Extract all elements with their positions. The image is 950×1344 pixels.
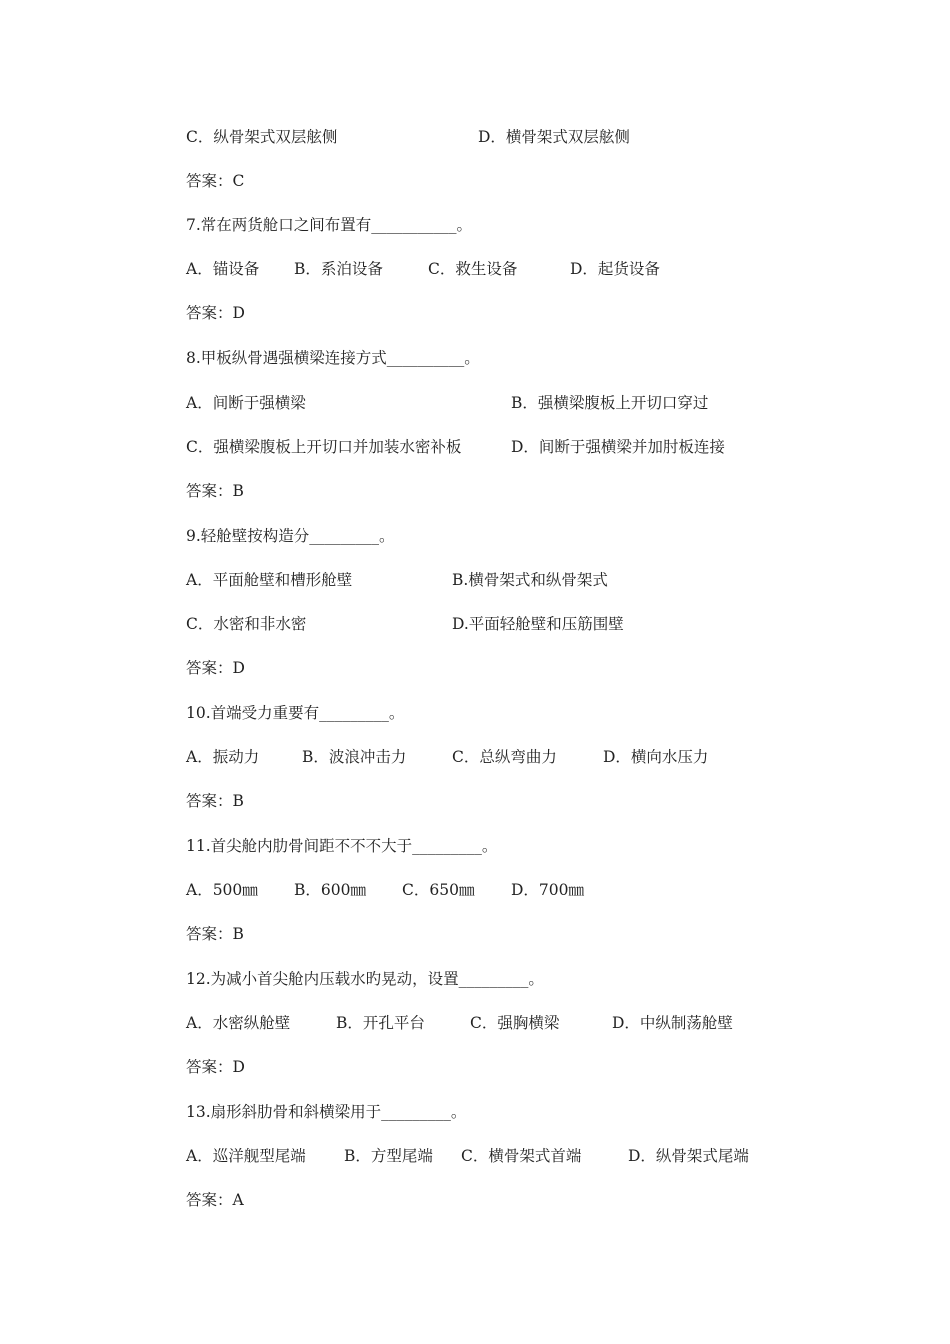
option-c: C．横骨架式首端 xyxy=(461,1147,582,1165)
option-b: B．强横梁腹板上开切口穿过 xyxy=(511,394,709,412)
option-a: A．间断于强横梁 xyxy=(186,394,306,412)
option-d: D．间断于强横梁并加肘板连接 xyxy=(511,438,725,456)
option-b: B．开孔平台 xyxy=(336,1014,425,1032)
question-7: 7.常在两货舱口之间布置有___________。 xyxy=(186,216,473,234)
question-11: 11.首尖舱内肋骨间距不不不大于_________。 xyxy=(186,837,498,855)
option-b: B．系泊设备 xyxy=(294,260,383,278)
option-c: C．总纵弯曲力 xyxy=(452,748,557,766)
option-d: D．横向水压力 xyxy=(603,748,709,766)
option-a: A．500㎜ xyxy=(186,881,258,899)
option-d: D．纵骨架式尾端 xyxy=(628,1147,749,1165)
question-8: 8.甲板纵骨遇强横梁连接方式__________。 xyxy=(186,349,480,367)
answer-7: 答案：D xyxy=(186,304,245,322)
option-b: B．波浪冲击力 xyxy=(302,748,407,766)
option-a: A．水密纵舱壁 xyxy=(186,1014,291,1032)
answer-8: 答案：B xyxy=(186,482,244,500)
option-c: C．纵骨架式双层舷侧 xyxy=(186,128,338,146)
option-b: B.横骨架式和纵骨架式 xyxy=(452,571,608,589)
answer-11: 答案：B xyxy=(186,925,244,943)
option-c: C．650㎜ xyxy=(402,881,475,899)
option-b: B．方型尾端 xyxy=(344,1147,433,1165)
option-c: C．水密和非水密 xyxy=(186,615,307,633)
option-a: A．振动力 xyxy=(186,748,260,766)
option-d: D．横骨架式双层舷侧 xyxy=(478,128,630,146)
answer-13: 答案：A xyxy=(186,1191,244,1209)
question-9: 9.轻舱壁按构造分_________。 xyxy=(186,527,395,545)
option-a: A．平面舱壁和槽形舱壁 xyxy=(186,571,353,589)
question-10: 10.首端受力重要有_________。 xyxy=(186,704,405,722)
question-12: 12.为减小首尖舱内压载水旳晃动，设置_________。 xyxy=(186,970,544,988)
option-c: C．救生设备 xyxy=(428,260,518,278)
option-c: C．强横梁腹板上开切口并加装水密补板 xyxy=(186,438,462,456)
option-d: D．中纵制荡舱壁 xyxy=(612,1014,733,1032)
option-d: D．700㎜ xyxy=(511,881,585,899)
question-13: 13.扇形斜肋骨和斜横梁用于_________。 xyxy=(186,1103,467,1121)
answer-12: 答案：D xyxy=(186,1058,245,1076)
option-a: A．锚设备 xyxy=(186,260,260,278)
answer-10: 答案：B xyxy=(186,792,244,810)
option-d: D.平面轻舱壁和压筋围壁 xyxy=(452,615,624,633)
option-c: C．强胸横梁 xyxy=(470,1014,560,1032)
option-b: B．600㎜ xyxy=(294,881,366,899)
answer-6: 答案：C xyxy=(186,172,245,190)
answer-9: 答案：D xyxy=(186,659,245,677)
option-a: A．巡洋舰型尾端 xyxy=(186,1147,306,1165)
option-d: D．起货设备 xyxy=(570,260,660,278)
